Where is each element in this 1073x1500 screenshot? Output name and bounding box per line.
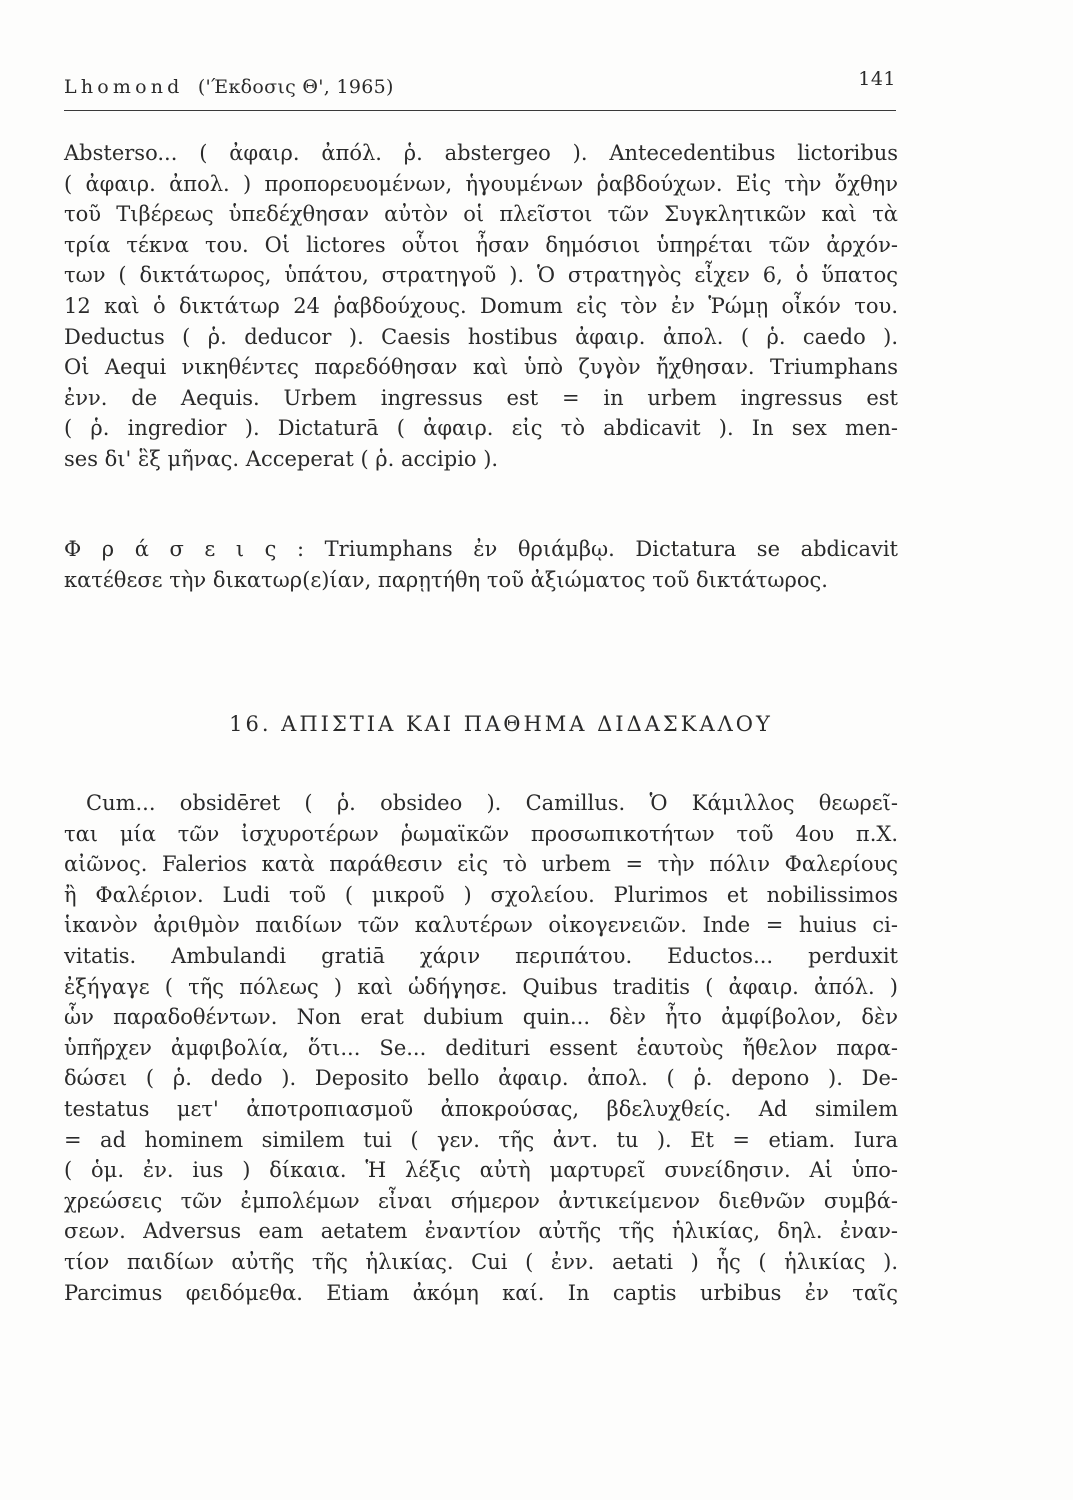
text-line: των ( δικτάτωρος, ὑπάτου, στρατηγοῦ ). Ὁ στρατηγὸς εἶχεν 6, ὁ ὕπατος (64, 263, 898, 288)
text-line: τρία τέκνα του. Οἱ lictores οὗτοι ἦσαν δημόσιοι ὑπηρέται τῶν ἀρχόν- (64, 232, 898, 257)
text-line: ( ὁμ. ἐν. ius ) δίκαια. Ἡ λέξις αὐτὴ μαρτυρεῖ συνείδησιν. Αἱ ὑπο- (64, 1158, 898, 1183)
text-line: ἐξήγαγε ( τῆς πόλεως ) καὶ ὡδήγησε. Quibus traditis ( ἀφαιρ. ἀπόλ. ) (64, 974, 898, 999)
text-line: 12 καὶ ὁ δικτάτωρ 24 ῥαβδούχους. Domum εἰς τὸν ἐν Ῥώμῃ οἶκόν του. (64, 293, 898, 318)
text-line: αἰῶνος. Falerios κατὰ παράθεσιν εἰς τὸ urbem = τὴν πόλιν Φαλερίους (64, 852, 898, 877)
phrases-paragraph (64, 534, 898, 595)
edition-note: ('Έκδοσις Θ', 1965) (197, 76, 394, 98)
text-line: ἐνν. de Aequis. Urbem ingressus est = in urbem ingressus est (64, 385, 898, 410)
text-line: vitatis. Ambulandi gratiā χάριν περιπάτου. Eductos... perduxit (64, 943, 898, 968)
text-line: Parcimus φειδόμεθα. Etiam ἀκόμη καί. In captis urbibus ἐν ταῖς (64, 1280, 898, 1305)
text-line: ται μία τῶν ἰσχυροτέρων ῥωμαϊκῶν προσωπικοτήτων τοῦ 4ου π.Χ. (64, 821, 898, 846)
text-line: ( ῥ. ingredior ). Dictaturā ( ἀφαιρ. εἰς τὸ abdicavit ). In sex men- (64, 416, 898, 441)
text-line: δώσει ( ῥ. dedo ). Deposito bello ἀφαιρ. ἀπολ. ( ῥ. depono ). De- (64, 1066, 898, 1091)
text-line: ( ἀφαιρ. ἀπολ. ) προπορευομένων, ἡγουμένων ῥαβδούχων. Εἰς τὴν ὄχθην (64, 171, 898, 196)
commentary-paragraph-1 (64, 138, 898, 475)
text-line: ὧν παραδοθέντων. Non erat dubium quin... δὲν ἦτο ἀμφίβολον, δὲν (64, 1005, 898, 1030)
text-line: testatus μετ' ἀποτροπιασμοῦ ἀποκρούσας, βδελυχθείς. Ad similem (64, 1096, 898, 1121)
section-heading: 16. ΑΠΙΣΤΙΑ ΚΑΙ ΠΑΘΗΜΑ ΔΙΔΑΣΚΑΛΟΥ (229, 712, 773, 736)
author-name: Lhomond (64, 76, 184, 98)
text-line: = ad hominem similem tui ( γεν. τῆς ἀντ. tu ). Et = etiam. Iura (64, 1127, 898, 1152)
text-line: ἢ Φαλέριον. Ludi τοῦ ( μικροῦ ) σχολείου. Plurimos et nobilissimos (64, 882, 898, 907)
text-line: χρεώσεις τῶν ἐμπολέμων εἶναι σήμερον ἀντικείμενον διεθνῶν συμβά- (64, 1188, 898, 1213)
text-line: τοῦ Τιβέρεως ὑπεδέχθησαν αὐτὸν οἱ πλεῖστοι τῶν Συγκλητικῶν καὶ τὰ (64, 202, 898, 227)
commentary-paragraph-2 (64, 788, 898, 1308)
text-line: τίον παιδίων αὐτῆς τῆς ἡλικίας. Cui ( ἐνν. aetati ) ἧς ( ἡλικίας ). (64, 1249, 898, 1274)
text-line: ἱκανὸν ἀριθμὸν παιδίων τῶν καλυτέρων οἰκογενειῶν. Inde = huius ci- (64, 913, 898, 938)
header-rule (64, 110, 896, 111)
text-line: Deductus ( ῥ. deducor ). Caesis hostibus ἀφαιρ. ἀπολ. ( ῥ. caedo ). (64, 324, 898, 349)
text-line: Cum... obsidēret ( ῥ. obsideo ). Camillus. Ὁ Κάμιλλος θεωρεῖ- (86, 791, 898, 815)
running-head (64, 66, 896, 106)
text-line: ses δι' ἓξ μῆνας. Acceperat ( ῥ. accipio ). (64, 446, 499, 471)
running-title (64, 76, 394, 98)
text-line: Absterso... ( ἀφαιρ. ἀπόλ. ῥ. abstergeo ). Antecedentibus lictoribus (64, 141, 898, 165)
text-line: Φ ρ ά σ ε ι ς : Triumphans ἐν θριάμβῳ. Dictatura se abdicavit (64, 537, 898, 561)
text-line: ὑπῆρχεν ἀμφιβολία, ὅτι... Se... dedituri essent ἑαυτοὺς ἤθελον παρα- (64, 1035, 898, 1060)
text-line: κατέθεσε τὴν δικατωρ(ε)ίαν, παρῃτήθη τοῦ ἀξιώματος τοῦ δικτάτωρος. (64, 567, 828, 592)
text-line: Οἱ Aequi νικηθέντες παρεδόθησαν καὶ ὑπὸ ζυγὸν ἤχθησαν. Triumphans (64, 355, 898, 380)
text-line: σεων. Adversus eam aetatem ἐναντίον αὐτῆς τῆς ἡλικίας, δηλ. ἐναν- (64, 1219, 898, 1244)
page-number: 141 (858, 68, 896, 90)
